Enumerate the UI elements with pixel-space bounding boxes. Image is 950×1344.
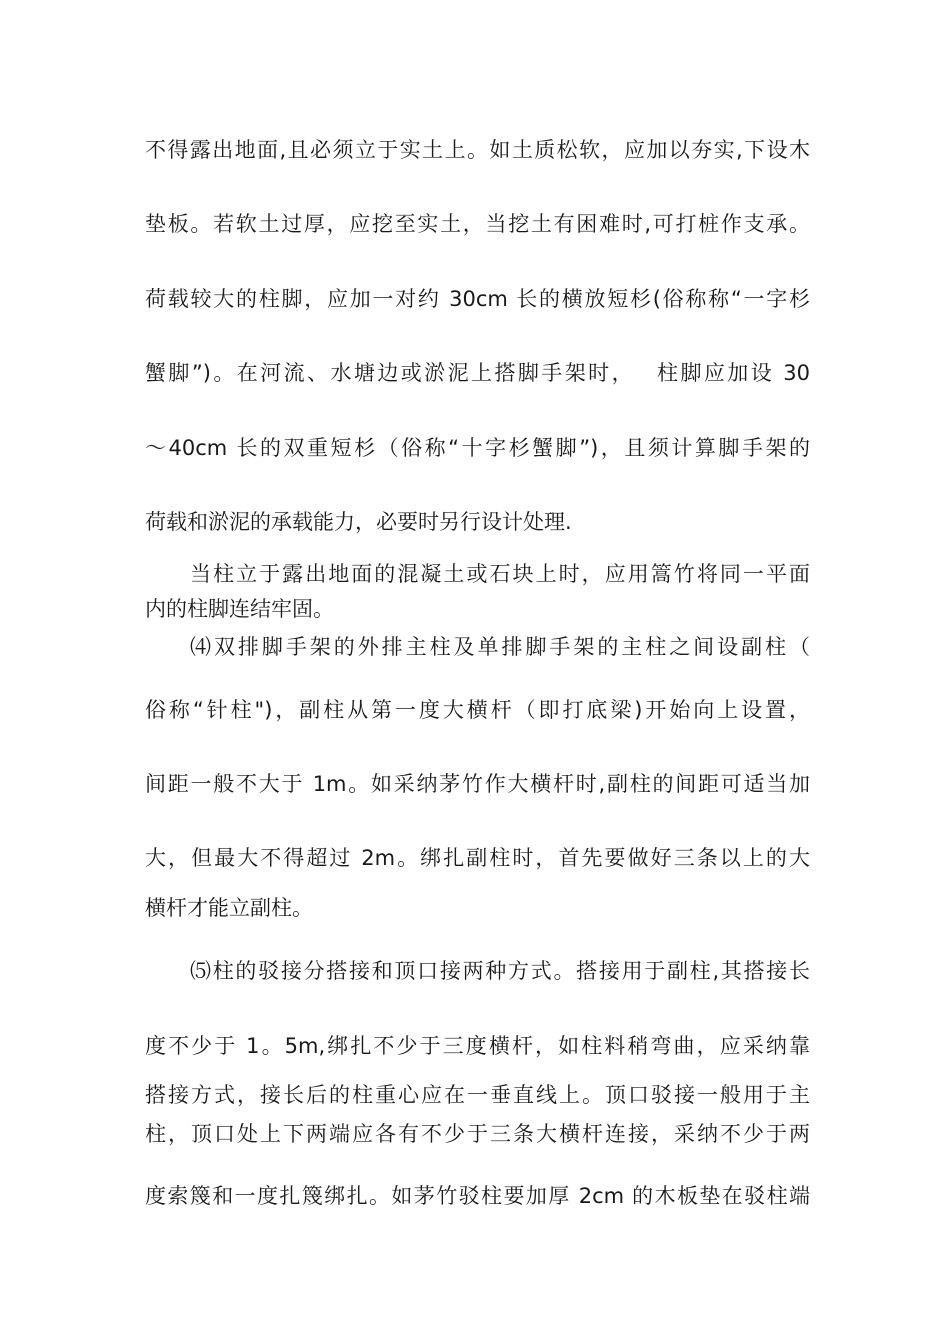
text-line-14: ⑸柱的驳接分搭接和顶口接两种方式。搭接用于副柱,其搭接长 <box>190 959 810 983</box>
text-line-15: 度不少于 1。5m,绑扎不少于三度横杆，如柱料稍弯曲，应采纳靠 <box>145 1034 810 1058</box>
text-line-16: 搭接方式，接长后的柱重心应在一垂直线上。顶口驳接一般用于主 <box>145 1083 810 1107</box>
text-line-8: 内的柱脚连结牢固。 <box>145 597 334 621</box>
text-line-13: 横杆才能立副柱。 <box>145 896 313 920</box>
text-line-1: 不得露出地面,且必须立于实土上。如土质松软，应加以夯实,下设木 <box>145 138 810 162</box>
text-line-11: 间距一般不大于 1m。如采纳茅竹作大横杆时,副柱的间距可适当加 <box>145 772 810 796</box>
text-line-12: 大，但最大不得超过 2m。绑扎副柱时，首先要做好三条以上的大 <box>145 846 810 870</box>
text-line-6: 荷载和淤泥的承载能力，必要时另行设计处理. <box>145 510 572 534</box>
text-line-17: 柱，顶口处上下两端应各有不少于三条大横杆连接，采纳不少于两 <box>145 1122 810 1146</box>
text-line-9: ⑷双排脚手架的外排主柱及单排脚手架的主柱之间设副柱（ <box>190 635 810 659</box>
text-line-18: 度索篾和一度扎篾绑扎。如茅竹驳柱要加厚 2cm 的木板垫在驳柱端 <box>145 1184 810 1208</box>
text-line-10: 俗称“针柱")，副柱从第一度大横杆（即打底梁)开始向上设置， <box>145 698 810 722</box>
text-line-3: 荷载较大的柱脚，应加一对约 30cm 长的横放短杉(俗称称“一字杉 <box>145 287 810 311</box>
text-line-7: 当柱立于露出地面的混凝土或石块上时，应用篙竹将同一平面 <box>190 562 810 586</box>
text-line-5: ～40cm 长的双重短杉（俗称“十字杉蟹脚”)，且须计算脚手架的 <box>145 436 810 460</box>
text-line-4: 蟹脚”)。在河流、水塘边或淤泥上搭脚手架时， 柱脚应加设 30 <box>145 361 810 385</box>
text-line-2: 垫板。若软土过厚，应挖至实土，当挖土有困难时,可打桩作支承。 <box>145 212 810 236</box>
